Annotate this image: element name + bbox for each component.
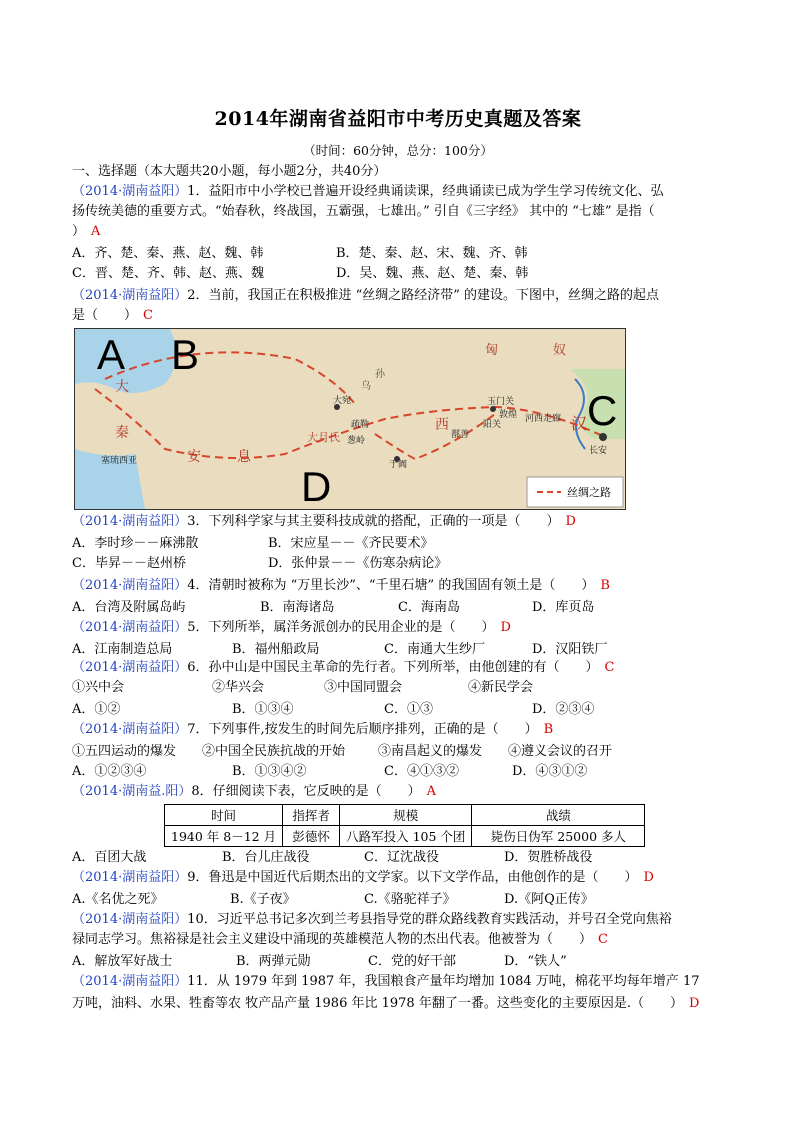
question-text: 8．仔细阅读下表，它反映的是（ ） — [191, 784, 421, 799]
statement-2: ②中国全民族抗战的开始 — [202, 744, 346, 759]
statement-1: ①五四运动的爆发 — [72, 744, 177, 759]
question-text: 6．孙中山是中国民主革命的先行者。下列所举，由他创建的有（ ） — [187, 660, 599, 675]
source-tag: （2014·湖南益阳） — [72, 912, 188, 927]
option-b: B．楚、秦、赵、宋、魏、齐、韩 — [336, 246, 528, 261]
source-tag: （2014·湖南益阳） — [72, 870, 188, 885]
changan-marker — [599, 433, 607, 441]
option-b: B．福州船政局 — [232, 642, 320, 657]
source-tag: （2014·湖南益阳） — [72, 620, 188, 635]
section-heading: 一、选择题（本大题共20小题，每小题2分，共40分） — [72, 164, 387, 179]
option-c: C．晋、楚、齐、韩、赵、燕、魏 — [72, 266, 264, 281]
option-d: D．吴、魏、燕、赵、楚、秦、韩 — [336, 266, 529, 281]
region-label: 大 — [115, 379, 129, 395]
region-label: 安 — [187, 449, 201, 465]
option-c: C．辽沈战役 — [364, 850, 439, 865]
option-b: B．①③④② — [232, 764, 307, 779]
question-2-line-2 — [72, 306, 153, 326]
place-label: 河西走廊 — [525, 414, 562, 424]
source-tag: （2014·湖南益阳） — [72, 184, 188, 199]
place-label: 长安 — [589, 446, 608, 456]
option-b: B．台儿庄战役 — [222, 850, 310, 865]
table-cell: 毙伤日伪军 25000 多人 — [472, 826, 645, 847]
silk-road-map — [74, 328, 626, 510]
map-letter-b: B — [171, 331, 200, 378]
region-label: 匈 — [485, 343, 499, 358]
answer-key: B — [600, 578, 610, 593]
question-text: ） — [72, 224, 86, 239]
question-text: 5．下列所举，属洋务派创办的民用企业的是（ ） — [187, 620, 495, 635]
table-cell: 彭德怀 — [283, 826, 340, 847]
question-11-line-1 — [72, 972, 699, 992]
statement-4: ④遵义会议的召开 — [508, 744, 613, 759]
option-d: D．库页岛 — [532, 600, 595, 615]
question-10-line-1 — [72, 910, 672, 930]
question-7 — [72, 720, 553, 740]
source-tag: （2014·湖南益阳） — [72, 288, 188, 303]
place-label: 疏勒 — [351, 420, 370, 430]
map-letter-c: C — [587, 387, 618, 434]
map-letter-d: D — [301, 463, 332, 509]
option-d: D．②③④ — [532, 702, 595, 717]
source-tag: （2014·湖南益阳） — [72, 974, 188, 989]
place-label: 阳关 — [483, 420, 502, 430]
option-d: D．汉阳铁厂 — [532, 642, 608, 657]
question-text: 10．习近平总书记多次到兰考县指导党的群众路线教育实践活动，并号召全党向焦裕 — [187, 912, 672, 927]
place-label: 大宛 — [333, 396, 352, 406]
question-text: 1．益阳市中小学校已普遍开设经典诵读课，经典诵读已成为学生学习传统文化、弘 — [187, 184, 664, 199]
statement-4: ④新民学会 — [468, 680, 534, 695]
question-text: 7．下列事件,按发生的时间先后顺序排列，正确的是（ ） — [187, 722, 538, 737]
option-d: D.《阿Q正传》 — [504, 892, 594, 907]
option-c: C．党的好干部 — [368, 954, 456, 969]
option-a: A．①②③④ — [72, 764, 147, 779]
option-a: A.《名优之死》 — [72, 892, 164, 907]
region-label: 大月氏 — [307, 431, 340, 444]
table-header: 指挥者 — [283, 805, 340, 826]
option-d: D．“铁人” — [504, 954, 567, 969]
answer-key: C — [598, 932, 608, 947]
question-text: 9．鲁迅是中国近代后期杰出的文学家。以下文学作品，由他创作的是（ ） — [187, 870, 638, 885]
question-text: 2．当前，我国正在积极推进 “丝绸之路经济带” 的建设。下图中，丝绸之路的起点 — [187, 288, 660, 303]
answer-key: D — [565, 514, 576, 529]
option-b: B．南海诸岛 — [260, 600, 335, 615]
option-a: A．解放军好战士 — [72, 954, 173, 969]
option-a: A．齐、楚、秦、燕、赵、魏、韩 — [72, 246, 264, 261]
answer-key: D — [688, 996, 700, 1011]
option-d: D．④③①② — [512, 764, 588, 779]
question-5 — [72, 618, 511, 638]
source-tag: （2014·湖南益阳） — [72, 722, 188, 737]
answer-key: C — [604, 660, 615, 675]
map-letter-a: A — [97, 331, 126, 378]
table-header: 时间 — [165, 805, 283, 826]
place-label: 于阗 — [389, 460, 408, 470]
option-c: C．④①③② — [384, 764, 459, 779]
region-label: 乌 — [361, 381, 371, 392]
question-8 — [72, 782, 436, 802]
answer-key: C — [143, 308, 153, 323]
place-label: 塞琉西亚 — [101, 456, 138, 466]
table-cell: 八路军投入 105 个团 — [340, 826, 472, 847]
question-text: 禄同志学习。焦裕禄是社会主义建设中涌现的英雄模范人物的杰出代表。他被誉为（ ） — [72, 932, 593, 947]
question-6 — [72, 658, 614, 678]
option-a: A．①② — [72, 702, 121, 717]
place-label: 玉门关 — [487, 397, 515, 407]
region-label: 息 — [237, 449, 251, 465]
question-3 — [72, 512, 576, 532]
question-9 — [72, 868, 654, 888]
statement-3: ③中国同盟会 — [324, 680, 403, 695]
option-b: B．①③④ — [232, 702, 294, 717]
region-label: 奴 — [553, 343, 567, 358]
question-1-line-2: 扬传统美德的重要方式。“始春秋，终战国，五霸强，七雄出。” 引自《三字经》 其中的 “七雄” 是指（ — [72, 204, 655, 219]
table-row — [165, 826, 645, 847]
question-4 — [72, 576, 610, 596]
option-c: C．①③ — [384, 702, 433, 717]
region-label: 孙 — [375, 369, 385, 380]
question-text: 是（ ） — [72, 308, 138, 323]
statement-2: ②华兴会 — [212, 680, 265, 695]
question-text: 11．从 1979 年到 1987 年，我国粮食产量年均增加 1084 万吨，棉花平均每年增产 17 — [187, 974, 700, 989]
option-b: B．两弹元勋 — [236, 954, 311, 969]
place-label: 葱岭 — [347, 436, 366, 446]
question-10-line-2 — [72, 930, 608, 950]
option-c: C．毕昇－－赵州桥 — [72, 556, 186, 571]
statement-3: ③南昌起义的爆发 — [378, 744, 483, 759]
answer-key: A — [91, 224, 101, 239]
option-d: D．张仲景－－《伤寒杂病论》 — [268, 556, 448, 571]
option-a: A．李时珍－－麻沸散 — [72, 536, 199, 551]
region-label: 西 — [435, 417, 449, 433]
source-tag: （2014·湖南益.阳） — [72, 784, 192, 799]
place-label: 鄯善 — [451, 430, 470, 440]
source-tag: （2014·湖南益阳） — [72, 660, 188, 675]
map-graphic — [75, 329, 625, 509]
question-11-line-2 — [72, 994, 699, 1014]
option-c: C．海南岛 — [398, 600, 460, 615]
battle-table — [164, 804, 645, 847]
source-tag: （2014·湖南益阳） — [72, 514, 188, 529]
question-1-line-3 — [72, 222, 100, 242]
table-header: 规模 — [340, 805, 472, 826]
region-label: 秦 — [115, 425, 129, 441]
place-label: 敦煌 — [499, 410, 518, 420]
table-header: 战绩 — [472, 805, 645, 826]
question-1-line-1 — [72, 182, 664, 202]
source-tag: （2014·湖南益阳） — [72, 578, 188, 593]
option-b: B.《子夜》 — [230, 892, 296, 907]
region-label: 汉 — [571, 414, 588, 433]
table-header-row — [165, 805, 645, 826]
option-c: C.《骆驼祥子》 — [364, 892, 456, 907]
option-c: C．南通大生纱厂 — [384, 642, 485, 657]
answer-key: A — [426, 784, 437, 799]
answer-key: D — [500, 620, 511, 635]
option-a: A．江南制造总局 — [72, 642, 173, 657]
table-cell: 1940 年 8－12 月 — [165, 826, 283, 847]
option-d: D．贺胜桥战役 — [504, 850, 593, 865]
option-a: A．台湾及附属岛屿 — [72, 600, 186, 615]
option-b: B．宋应星－－《齐民要术》 — [268, 536, 434, 551]
answer-key: B — [543, 722, 554, 737]
exam-meta: （时间：60分钟，总分：100分） — [303, 143, 493, 158]
answer-key: D — [643, 870, 654, 885]
statement-1: ①兴中会 — [72, 680, 125, 695]
question-2-line-1 — [72, 286, 659, 306]
legend-label: 丝绸之路 — [567, 486, 611, 499]
option-a: A．百团大战 — [72, 850, 147, 865]
question-text: 4．清朝时被称为 “万里长沙”、“千里石塘” 的我国固有领土是（ ） — [187, 578, 595, 593]
question-text: 3．下列科学家与其主要科技成就的搭配，正确的一项是（ ） — [187, 514, 560, 529]
question-text: 万吨，油料、水果、牲畜等农 牧产品产量 1986 年比 1978 年翻了一番。这些变化的主要原因是.（ ） — [72, 996, 683, 1011]
page-title: 2014年湖南省益阳市中考历史真题及答案 — [214, 108, 582, 130]
